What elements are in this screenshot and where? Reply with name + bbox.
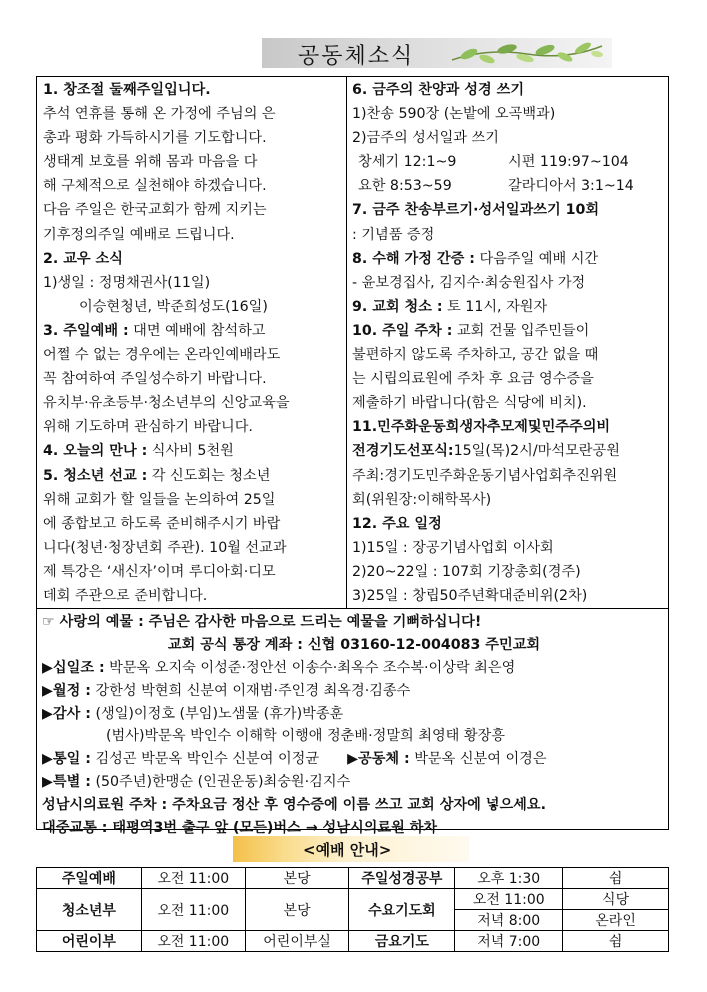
table-cell: 오전 11:00 bbox=[141, 889, 245, 931]
section-11-line: 주최:경기도민주화운동기념사업회추진위원 bbox=[352, 467, 618, 484]
offering-section bbox=[42, 611, 666, 840]
table-cell: 주일성경공부 bbox=[349, 868, 455, 889]
table-row bbox=[37, 931, 669, 952]
section-5-line: 에 종합보고 하도록 준비해주시기 바랍 bbox=[43, 515, 281, 532]
section-2-title: 2. 교우 소식 bbox=[43, 250, 123, 267]
section-3-line: 어쩔 수 없는 경우에는 온라인예배라도 bbox=[43, 347, 281, 364]
table-cell: 본당 bbox=[245, 889, 349, 931]
section-5: 5. 청소년 선교 : 각 신도회는 청소년 bbox=[43, 467, 271, 484]
section-3: 3. 주일예배 : 대면 예배에 참석하고 bbox=[43, 322, 266, 339]
right-column bbox=[352, 78, 666, 608]
section-1-line: 해 구체적으로 실천해야 하겠습니다. bbox=[43, 178, 267, 195]
scripture-heading: 2)금주의 성서일과 쓰기 bbox=[352, 130, 499, 147]
scripture-line: 요한 8:53~59 갈라디아서 3:1~14 bbox=[358, 178, 634, 195]
section-5-line: 니다(청년·청장년회 주관). 10월 선교과 bbox=[43, 539, 287, 556]
table-cell: 오전 11:00 bbox=[455, 889, 563, 910]
table-cell: 오후 1:30 bbox=[455, 868, 563, 889]
birthday-line-2: 이승현청년, 박준희성도(16일) bbox=[79, 298, 268, 315]
section-1-line: 총과 평화 가득하시기를 기도합니다. bbox=[43, 130, 267, 147]
section-11-title: 11.민주화운동희생자추모제및민주주의비 bbox=[352, 419, 611, 436]
schedule-line: 3)25일 : 창립50주년확대준비위(2차) bbox=[352, 587, 588, 604]
table-cell: 오전 11:00 bbox=[141, 868, 245, 889]
section-11-line: 회(위원장:이해학목사) bbox=[352, 491, 492, 508]
table-cell: 온라인 bbox=[563, 910, 669, 931]
schedule-line: 1)15일 : 장공기념사업회 이사회 bbox=[352, 539, 554, 556]
section-4: 4. 오늘의 만나 : 식사비 5천원 bbox=[43, 443, 234, 460]
thanks-line: ▶감사 : (생일)이정호 (부임)노샘물 (휴가)박종훈 bbox=[42, 705, 344, 722]
section-7-line: : 기념품 증정 bbox=[352, 226, 435, 243]
worship-title: <예배 안내> bbox=[303, 841, 392, 859]
worship-table bbox=[36, 867, 669, 952]
table-cell: 저녁 7:00 bbox=[455, 931, 563, 952]
left-column bbox=[43, 78, 341, 608]
table-cell: 식당 bbox=[563, 889, 669, 910]
section-8-line: - 윤보경집사, 김지수·최숭원집사 가정 bbox=[352, 274, 586, 291]
offering-header: ☞ 사랑의 예물 : 주님은 감사한 마음으로 드리는 예물을 기뻐하십니다! bbox=[42, 614, 482, 630]
transit-notice: 대중교통 : 태평역3번 출구 앞 (모든)버스 → 성남시의료원 하차 bbox=[42, 820, 438, 837]
tithe-line: ▶십일조 : 박문옥 오지숙 이성준·정안선 이송수·최옥수 조수복·이상락 최은영 bbox=[42, 659, 516, 676]
section-1-line: 기후정의주일 예배로 드립니다. bbox=[43, 226, 235, 243]
section-10-line: 불편하지 않도록 주차하고, 공간 없을 때 bbox=[352, 347, 599, 364]
section-5-line: 데회 주관으로 준비합니다. bbox=[43, 587, 208, 604]
section-5-line: 제 특강은 ‘새신자’이며 루디아회·디모 bbox=[43, 563, 276, 580]
table-cell: 어린이부 bbox=[37, 931, 142, 952]
section-1-title: 1. 창조절 둘째주일입니다. bbox=[43, 82, 211, 98]
title-banner bbox=[262, 38, 612, 68]
table-cell: 청소년부 bbox=[37, 889, 142, 931]
section-11: 전경기도선포식:15일(목)2시/마석모란공원 bbox=[352, 443, 620, 460]
section-1-line: 추석 연휴를 통해 온 가정에 주님의 은 bbox=[43, 106, 276, 123]
section-6-title: 6. 금주의 찬양과 성경 쓰기 bbox=[352, 82, 525, 98]
page-title: 공동체소식 bbox=[298, 44, 415, 69]
thanks-line-2: (범사)박문옥 박인수 이해학 이행애 정춘배·정말희 최영태 황장흥 bbox=[106, 728, 505, 745]
section-1-line: 다음 주일은 한국교회가 함께 지키는 bbox=[43, 202, 267, 219]
table-row bbox=[37, 889, 669, 910]
scripture-line: 창세기 12:1~9 시편 119:97~104 bbox=[358, 154, 629, 171]
section-10: 10. 주일 주차 : 교회 건물 입주민들이 bbox=[352, 322, 590, 339]
table-cell: 저녁 8:00 bbox=[455, 910, 563, 931]
section-8: 8. 수해 가정 간증 : 다음주일 예배 시간 bbox=[352, 250, 599, 267]
section-3-line: 위해 기도하며 관심하기 바랍니다. bbox=[43, 419, 253, 436]
leaves-icon bbox=[447, 40, 607, 68]
section-12-title: 12. 주요 일정 bbox=[352, 515, 442, 532]
section-9: 9. 교회 청소 : 토 11시, 자원자 bbox=[352, 298, 548, 315]
section-10-line: 는 시립의료원에 주차 후 요금 영수증을 bbox=[352, 371, 594, 388]
birthday-line: 1)생일 : 정명채권사(11일) bbox=[43, 274, 211, 291]
column-divider bbox=[346, 76, 347, 609]
bank-account: 교회 공식 통장 계좌 : 신협 03160-12-004083 주민교회 bbox=[167, 636, 541, 653]
table-cell: 오전 11:00 bbox=[141, 931, 245, 952]
table-cell: 쉼 bbox=[563, 868, 669, 889]
section-10-line: 제출하기 바랍니다(함은 식당에 비치). bbox=[352, 395, 587, 412]
parking-notice: 성남시의료원 주차 : 주차요금 정산 후 영수증에 이름 쓰고 교회 상자에 넣으세요. bbox=[42, 797, 546, 814]
table-cell: 주일예배 bbox=[37, 868, 142, 889]
section-5-line: 위해 교회가 할 일들을 논의하여 25일 bbox=[43, 491, 276, 508]
table-cell: 어린이부실 bbox=[245, 931, 349, 952]
section-7-title: 7. 금주 찬송부르기·성서일과쓰기 10회 bbox=[352, 202, 600, 219]
section-3-line: 꼭 참여하여 주일성수하기 바랍니다. bbox=[43, 371, 267, 388]
section-divider bbox=[36, 608, 669, 609]
table-row bbox=[37, 868, 669, 889]
special-line: ▶특별 : (50주년)한맹순 (인권운동)최숭원·김지수 bbox=[42, 774, 351, 791]
hymn-line: 1)찬송 590장 (논밭에 오곡백과) bbox=[352, 106, 556, 123]
table-cell: 금요기도 bbox=[349, 931, 455, 952]
table-cell: 쉼 bbox=[563, 931, 669, 952]
table-cell: 본당 bbox=[245, 868, 349, 889]
worship-heading bbox=[233, 836, 469, 862]
section-1-line: 생태계 보호를 위해 몸과 마음을 다 bbox=[43, 154, 258, 171]
schedule-line: 2)20~22일 : 107회 기장총회(경주) bbox=[352, 563, 581, 580]
section-3-line: 유치부·유초등부·청소년부의 신앙교육을 bbox=[43, 395, 290, 412]
table-cell: 수요기도회 bbox=[349, 889, 455, 931]
unified-line: ▶통일 : 김성곤 박문옥 박인수 신분여 이정균 ▶공동체 : 박문옥 신분여 이경은 bbox=[42, 751, 547, 768]
monthly-line: ▶월정 : 강한성 박현희 신분여 이재범·주인경 최옥경·김종수 bbox=[42, 682, 411, 699]
